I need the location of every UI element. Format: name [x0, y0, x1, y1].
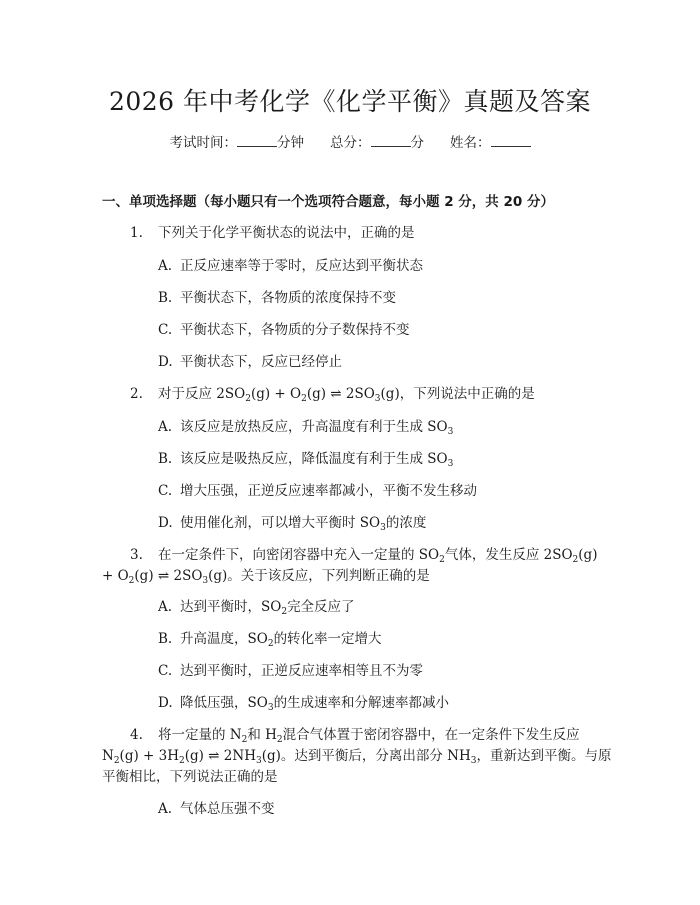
subscript: 2	[572, 555, 579, 565]
option-letter: D.	[158, 695, 173, 711]
q1-option-d[interactable]	[158, 353, 342, 371]
q3-option-c[interactable]	[158, 662, 423, 680]
question-2-stem	[130, 385, 535, 403]
question-text: ，重新达到平衡。与原	[476, 748, 612, 764]
name-blank[interactable]	[491, 134, 531, 147]
question-text: 在一定条件下，向密闭容器中充入一定量的 SO	[158, 547, 440, 563]
option-letter: A.	[158, 419, 173, 435]
subscript: 3	[267, 703, 274, 713]
subscript: 3	[202, 576, 209, 586]
subscript: 3	[380, 523, 386, 533]
subscript: 3	[447, 427, 454, 437]
question-text: (g) ⇌ 2SO	[134, 568, 203, 584]
option-text: 升高温度，SO	[180, 631, 268, 647]
option-letter: A.	[158, 258, 173, 274]
option-text: 平衡状态下，各物质的浓度保持不变	[180, 290, 396, 306]
question-text: 对于反应 2SO	[158, 386, 246, 402]
subscript: 2	[276, 735, 283, 745]
option-letter: B.	[158, 290, 173, 306]
score-unit: 分	[410, 135, 424, 151]
subscript: 2	[128, 576, 135, 586]
subscript: 3	[374, 394, 381, 404]
subscript: 2	[267, 639, 274, 649]
q3-option-b[interactable]	[158, 630, 382, 648]
option-text: 达到平衡时，SO	[180, 599, 282, 615]
subscript: 3	[447, 459, 454, 469]
q1-option-b[interactable]	[158, 289, 396, 307]
option-letter: C.	[158, 483, 173, 499]
score-blank[interactable]	[371, 134, 411, 147]
question-text: (g) ⇌ 2SO	[306, 386, 375, 402]
option-text: 的转化率一定增大	[273, 631, 382, 647]
score-label: 总分：	[330, 135, 371, 151]
question-text: (g)。达到平衡后，分离出部分 NH	[261, 748, 471, 764]
question-text: (g)	[578, 547, 598, 563]
option-text: 的浓度	[385, 515, 427, 531]
option-letter: D.	[158, 354, 173, 370]
subscript: 3	[470, 756, 477, 766]
question-text: + O	[102, 568, 129, 584]
option-text: 完全反应了	[287, 599, 355, 615]
q4-option-a[interactable]	[158, 800, 275, 818]
q1-option-c[interactable]	[158, 321, 410, 339]
question-text: (g)。关于该反应，下列判断正确的是	[208, 568, 430, 584]
option-text: 该反应是放热反应，升高温度有利于生成 SO	[180, 419, 448, 435]
time-label: 考试时间：	[169, 135, 237, 151]
subscript: 2	[301, 394, 307, 404]
option-text: 正反应速率等于零时，反应达到平衡状态	[180, 258, 423, 274]
q2-option-b[interactable]	[158, 450, 453, 468]
option-text: 增大压强，正逆反应速率都减小，平衡不发生移动	[180, 483, 477, 499]
option-letter: B.	[158, 451, 173, 467]
name-label: 姓名：	[450, 135, 491, 151]
question-text: (g) + 3H	[119, 748, 179, 764]
option-text: 该反应是吸热反应，降低温度有利于生成 SO	[180, 451, 448, 467]
option-text: 达到平衡时，正逆反应速率相等且不为零	[180, 663, 423, 679]
question-number: 4.	[130, 727, 143, 743]
subscript: 2	[245, 394, 251, 404]
question-3-stem-cont	[102, 567, 430, 585]
question-number: 3.	[130, 547, 143, 563]
option-letter: C.	[158, 663, 173, 679]
question-number: 2.	[130, 386, 143, 402]
question-text: 气体，发生反应 2SO	[444, 547, 573, 563]
option-text: 降低压强，SO	[180, 695, 268, 711]
option-text: 的生成速率和分解速率都减小	[273, 695, 450, 711]
q3-option-d[interactable]	[158, 694, 449, 712]
question-4-stem-cont	[102, 747, 612, 765]
option-text: 平衡状态下，反应已经停止	[180, 354, 342, 370]
option-letter: A.	[158, 801, 173, 817]
time-blank[interactable]	[237, 134, 277, 147]
question-text: N	[102, 748, 114, 764]
option-text: 气体总压强不变	[180, 801, 275, 817]
time-unit: 分钟	[277, 135, 304, 151]
option-letter: A.	[158, 599, 173, 615]
question-text: (g) ⇌ 2NH	[184, 748, 256, 764]
subscript: 2	[281, 607, 288, 617]
subscript: 2	[241, 735, 248, 745]
q2-option-c[interactable]	[158, 482, 477, 500]
q2-option-d[interactable]	[158, 514, 426, 532]
section-heading: 一、单项选择题（每小题只有一个选项符合题意，每小题 2 分，共 20 分）	[102, 194, 554, 210]
q3-option-a[interactable]	[158, 598, 355, 616]
exam-meta	[0, 131, 700, 151]
option-letter: B.	[158, 631, 173, 647]
page-title: 2026 年中考化学《化学平衡》真题及答案	[108, 87, 592, 116]
question-text: 下列关于化学平衡状态的说法中，正确的是	[158, 225, 415, 241]
question-text: 将一定量的 N	[158, 727, 242, 743]
question-number: 1.	[130, 225, 143, 241]
question-4-stem-cont: 平衡相比，下列说法正确的是	[102, 769, 278, 785]
option-letter: D.	[158, 515, 173, 531]
question-4-stem	[130, 726, 580, 744]
option-letter: C.	[158, 322, 173, 338]
option-text: 平衡状态下，各物质的分子数保持不变	[180, 322, 410, 338]
subscript: 2	[113, 756, 120, 766]
question-text: (g)，下列说法中正确的是	[380, 386, 535, 402]
question-text: 和 H	[247, 727, 277, 743]
question-1-stem	[130, 224, 415, 242]
subscript: 2	[178, 756, 185, 766]
q1-option-a[interactable]	[158, 257, 423, 275]
question-text: 混合气体置于密闭容器中，在一定条件下发生反应	[282, 727, 580, 743]
question-text: (g) + O	[250, 386, 302, 402]
q2-option-a[interactable]	[158, 418, 453, 436]
subscript: 3	[255, 756, 262, 766]
subscript: 2	[439, 555, 445, 565]
option-text: 使用催化剂，可以增大平衡时 SO	[180, 515, 381, 531]
question-3-stem	[130, 546, 597, 564]
